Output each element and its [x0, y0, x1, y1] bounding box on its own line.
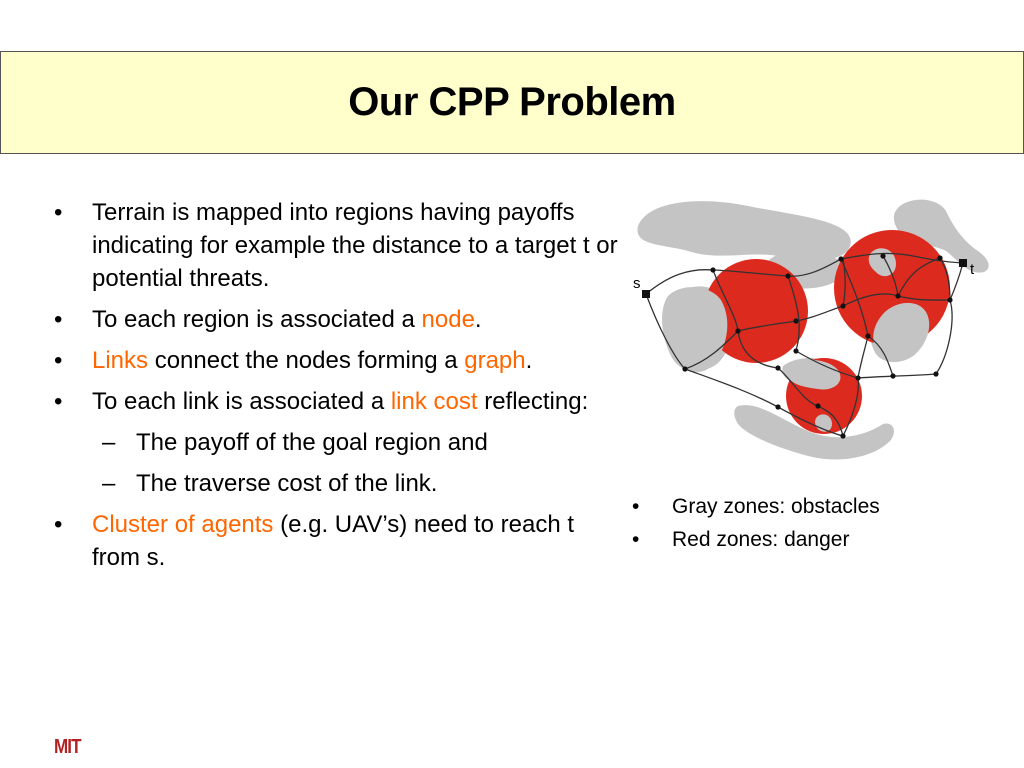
- sub-bullet-mark: –: [102, 429, 116, 456]
- target-node: [959, 259, 967, 267]
- graph-node: [840, 433, 845, 438]
- term-links: Links: [92, 347, 149, 374]
- bullet-mark: •: [54, 306, 63, 333]
- text-part: To each link is associated a: [92, 388, 391, 415]
- graph-node: [682, 366, 687, 371]
- graph-link: [950, 263, 963, 300]
- graph-node: [785, 273, 790, 278]
- bullet-mark: •: [54, 199, 63, 226]
- bullet-mark: •: [54, 511, 63, 538]
- bullet-text: [92, 303, 624, 336]
- bullet-item: [54, 508, 624, 574]
- graph-node: [735, 328, 740, 333]
- sub-bullet-item: [102, 426, 624, 459]
- graph-node: [775, 365, 780, 370]
- sub-bullet-mark: –: [102, 470, 116, 497]
- legend-item: [632, 523, 1012, 556]
- legend-notes: [632, 490, 1012, 556]
- graph-node: [947, 297, 952, 302]
- bullet-mark: •: [54, 347, 63, 374]
- terrain-graph-figure: [628, 196, 998, 466]
- source-label: s: [633, 275, 641, 292]
- term-cluster-of-agents: Cluster of agents: [92, 511, 274, 538]
- graph-node: [793, 348, 798, 353]
- graph-node: [840, 303, 845, 308]
- source-node: [642, 290, 650, 298]
- bullet-item: [54, 196, 624, 295]
- term-node: node: [421, 306, 475, 333]
- text-part: connect the nodes forming a: [148, 347, 465, 374]
- term-graph: graph: [464, 347, 526, 374]
- term-link-cost: link cost: [390, 388, 478, 415]
- text-part: reflecting:: [477, 388, 589, 415]
- graph-node: [793, 318, 798, 323]
- graph-node: [815, 403, 820, 408]
- bullet-item: [54, 303, 624, 336]
- sub-bullet-text: The payoff of the goal region and: [136, 429, 488, 456]
- title-banner: [0, 51, 1024, 154]
- text-part: .: [474, 306, 482, 333]
- obstacle-zone: [637, 201, 850, 260]
- bullet-mark: •: [632, 495, 640, 518]
- graph-node: [775, 404, 780, 409]
- bullet-text: [92, 385, 624, 418]
- graph-node: [890, 373, 895, 378]
- text-part: .: [525, 347, 533, 374]
- bullet-text: [92, 344, 624, 377]
- legend-item: [632, 490, 1012, 523]
- text-part: To each region is associated a: [92, 306, 422, 333]
- graph-node: [865, 333, 870, 338]
- graph-node: [895, 293, 900, 298]
- slide-title: Our CPP Problem: [348, 80, 676, 124]
- mit-logo: MIT: [54, 736, 81, 758]
- graph-node: [933, 371, 938, 376]
- graph-node: [838, 256, 843, 261]
- bullet-item: [54, 344, 624, 377]
- bullet-mark: •: [54, 388, 63, 415]
- sub-bullet-text: The traverse cost of the link.: [136, 470, 438, 497]
- graph-node: [880, 253, 885, 258]
- graph-node: [937, 255, 942, 260]
- bullet-item: [54, 385, 624, 418]
- text-part: (e.g. UAV’s) need to reach t from s.: [92, 511, 575, 571]
- sub-bullet-item: [102, 467, 624, 500]
- graph-node: [855, 375, 860, 380]
- bullet-mark: •: [632, 528, 640, 551]
- bullet-list: [54, 196, 624, 582]
- bullet-text: [92, 508, 624, 574]
- bullet-text: Terrain is mapped into regions having payoffs indicating for example the distance to a target t or potential threats.: [92, 199, 618, 292]
- legend-text: Red zones: danger: [672, 528, 850, 551]
- graph-node: [710, 267, 715, 272]
- target-label: t: [970, 261, 975, 278]
- legend-text: Gray zones: obstacles: [672, 495, 880, 518]
